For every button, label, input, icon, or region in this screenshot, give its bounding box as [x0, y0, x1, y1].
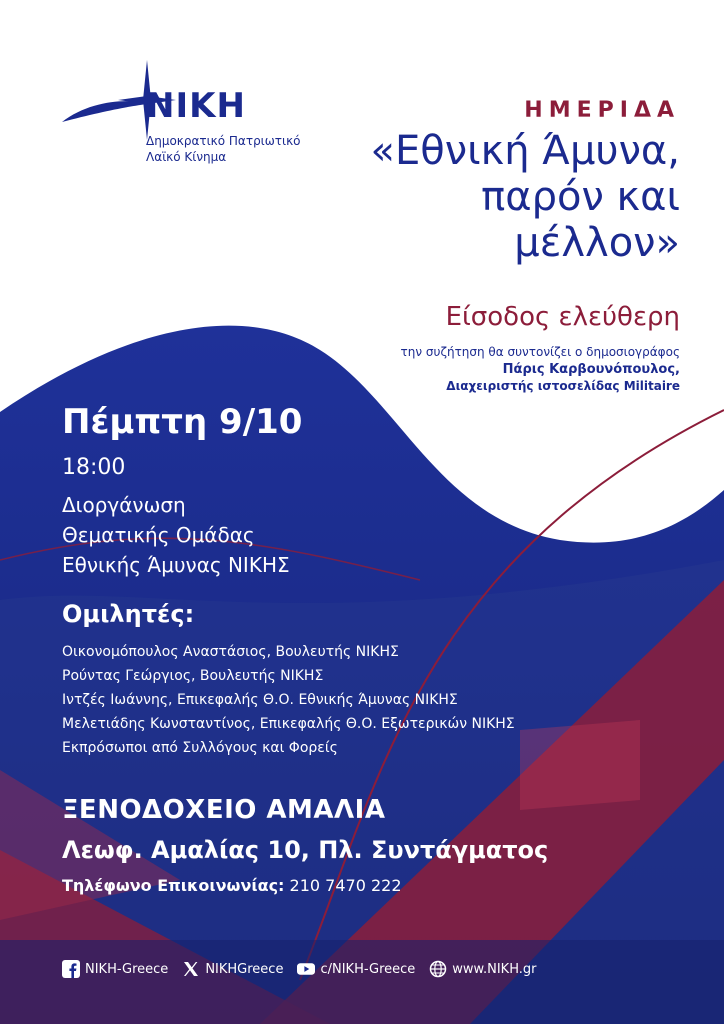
- moderator-name: Πάρις Καρβουνόπουλος,: [502, 362, 680, 377]
- speakers-list: [62, 640, 515, 760]
- website-url: www.NIKH.gr: [452, 961, 537, 977]
- event-organizer: [62, 490, 402, 580]
- youtube-link[interactable]: [297, 960, 415, 978]
- contact-phone: [62, 876, 402, 895]
- event-type: ΗΜΕΡΙΔΑ: [524, 98, 680, 123]
- phone-label: Τηλέφωνο Επικοινωνίας:: [62, 876, 285, 895]
- organizer-line2: Θεματικής Ομάδας: [62, 523, 255, 547]
- moderator-role: Διαχειριστής ιστοσελίδας Militaire: [446, 379, 680, 393]
- facebook-link[interactable]: [62, 960, 168, 978]
- x-icon: [182, 960, 200, 978]
- speaker-item: Μελετιάδης Κωνσταντίνος, Επικεφαλής Θ.Ο. Εξωτερικών ΝΙΚΗΣ: [62, 716, 515, 732]
- speaker-item: Ιντζές Ιωάννης, Επικεφαλής Θ.Ο. Εθνικής Άμυνας ΝΙΚΗΣ: [62, 692, 458, 708]
- facebook-handle: NIKH-Greece: [85, 961, 169, 977]
- facebook-icon: [62, 960, 80, 978]
- event-time: 18:00: [62, 455, 126, 480]
- event-date: Πέμπτη 9/10: [62, 402, 303, 442]
- website-link[interactable]: [429, 960, 536, 978]
- brand-tagline-line2: Λαϊκό Κίνημα: [146, 150, 227, 164]
- youtube-handle: c/NIKH-Greece: [320, 961, 416, 977]
- x-handle: NIKHGreece: [205, 961, 284, 977]
- venue-name: ΞΕΝΟΔΟΧΕΙΟ ΑΜΑΛΙΑ: [62, 795, 386, 825]
- speaker-item: Οικονομόπουλος Αναστάσιος, Βουλευτής ΝΙΚΗΣ: [62, 644, 399, 660]
- event-title: [300, 128, 680, 266]
- event-title-line2: παρόν και: [481, 174, 680, 220]
- moderator-info: [240, 344, 680, 395]
- brand-tagline: [146, 133, 316, 165]
- x-link[interactable]: [182, 960, 283, 978]
- globe-icon: [429, 960, 447, 978]
- free-entry-label: Είσοδος ελεύθερη: [445, 302, 680, 332]
- organizer-line1: Διοργάνωση: [62, 493, 186, 517]
- brand-name: NIKH: [146, 86, 246, 126]
- moderator-intro: την συζήτηση θα συντονίζει ο δημοσιογράφος: [400, 345, 680, 359]
- social-footer: [62, 960, 536, 978]
- speakers-heading: Ομιλητές:: [62, 600, 195, 628]
- event-title-line3: μέλλον»: [514, 220, 680, 266]
- brand-tagline-line1: Δημοκρατικό Πατριωτικό: [146, 134, 301, 148]
- youtube-icon: [297, 960, 315, 978]
- event-title-line1: «Εθνική Άμυνα,: [370, 128, 680, 174]
- speaker-item: Ρούντας Γεώργιος, Βουλευτής ΝΙΚΗΣ: [62, 668, 324, 684]
- speaker-item: Εκπρόσωποι από Συλλόγους και Φορείς: [62, 740, 338, 756]
- organizer-line3: Εθνικής Άμυνας ΝΙΚΗΣ: [62, 553, 290, 577]
- venue-address: Λεωφ. Αμαλίας 10, Πλ. Συντάγματος: [62, 836, 549, 864]
- phone-number[interactable]: 210 7470 222: [289, 876, 402, 895]
